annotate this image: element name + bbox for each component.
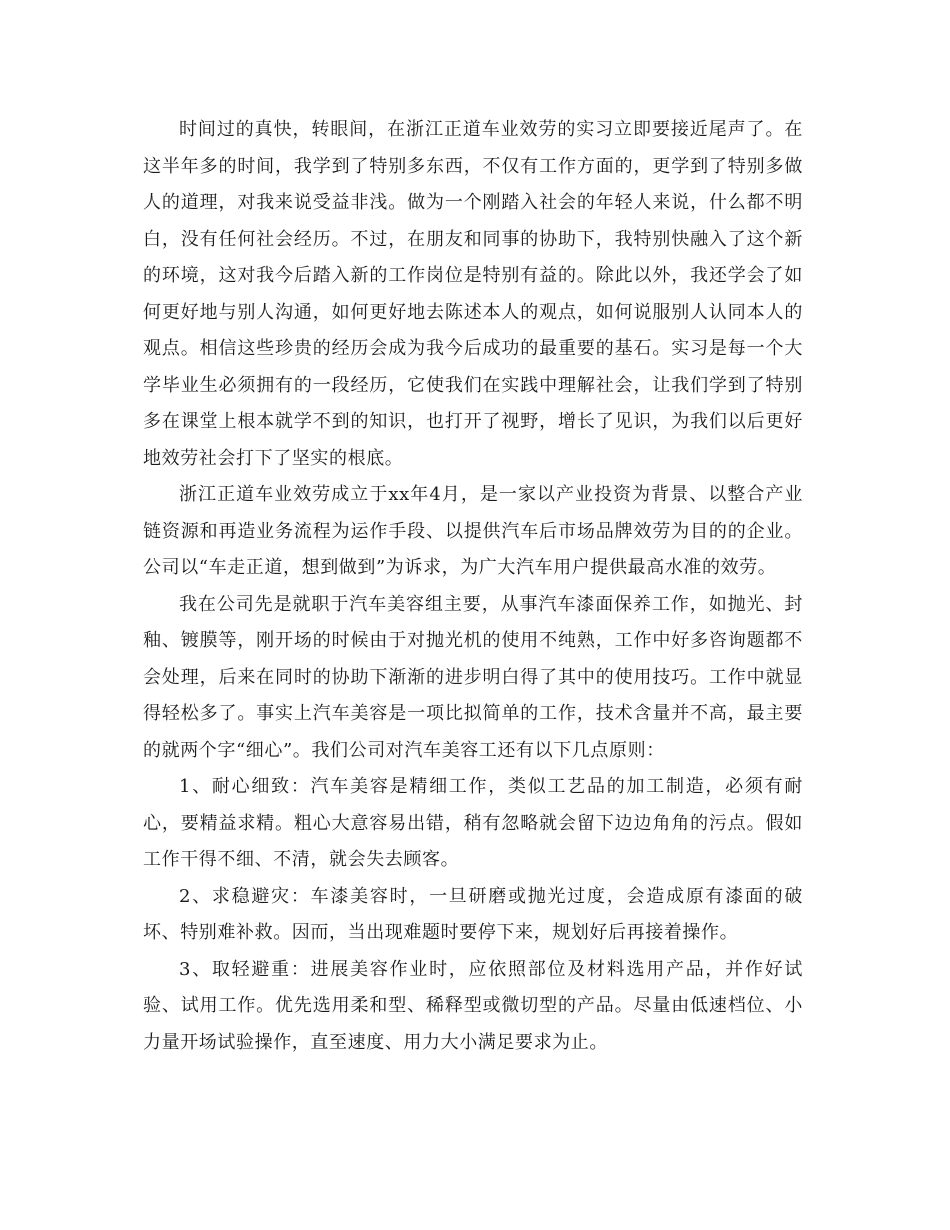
paragraph-rule-1: 1、耐心细致：汽车美容是精细工作，类似工艺品的加工制造，必须有耐心，要精益求精。粗心大意容易出错，稍有忽略就会留下边边角角的污点。假如工作干得不细、不清，就会失去顾客。 [143, 776, 803, 870]
paragraph-rule-2: 2、求稳避灾：车漆美容时，一旦研磨或抛光过度，会造成原有漆面的破坏、特别难补救。因而，当出现难题时要停下来，规划好后再接着操作。 [143, 885, 803, 943]
paragraph-job: 我在公司先是就职于汽车美容组主要，从事汽车漆面保养工作，如抛光、封釉、镀膜等，刚开场的时候由于对抛光机的使用不纯熟，工作中好多咨询题都不会处理，后来在同时的协助下渐渐的进步明白得了其中的使用技巧。工作中就显得轻松多了。事实上汽车美容是一项比拟简单的工作，技术含量并不高，最主要的就两个字“细心”。我们公司对汽车美容工还有以下几点原则： [143, 593, 803, 761]
paragraph-rule-3: 3、取轻避重：进展美容作业时，应依照部位及材料选用产品，并作好试验、试用工作。优先选用柔和型、稀释型或微切型的产品。尽量由低速档位、小力量开场试验操作，直至速度、用力大小满足要求为止。 [143, 958, 803, 1053]
document-body [143, 112, 803, 1061]
paragraph-intro: 时间过的真快，转眼间，在浙江正道车业效劳的实习立即要接近尾声了。在这半年多的时间，我学到了特别多东西，不仅有工作方面的，更学到了特别多做人的道理，对我来说受益非浅。做为一个刚踏入社会的年轻人来说，什么都不明白，没有任何社会经历。不过，在朋友和同事的协助下，我特别快融入了这个新的环境，这对我今后踏入新的工作岗位是特别有益的。除此以外，我还学会了如何更好地与别人沟通，如何更好地去陈述本人的观点，如何说服别人认同本人的观点。相信这些珍贵的经历会成为我今后成功的最重要的基石。实习是每一个大学毕业生必须拥有的一段经历，它使我们在实践中理解社会，让我们学到了特别多在课堂上根本就学不到的知识，也打开了视野，增长了见识，为我们以后更好地效劳社会打下了坚实的根底。 [143, 119, 803, 469]
paragraph-company: 浙江正道车业效劳成立于xx年4月，是一家以产业投资为背景、以整合产业链资源和再造业务流程为运作手段、以提供汽车后市场品牌效劳为目的的企业。公司以“车走正道，想到做到”为诉求，为广大汽车用户提供最高水准的效劳。 [143, 484, 803, 578]
